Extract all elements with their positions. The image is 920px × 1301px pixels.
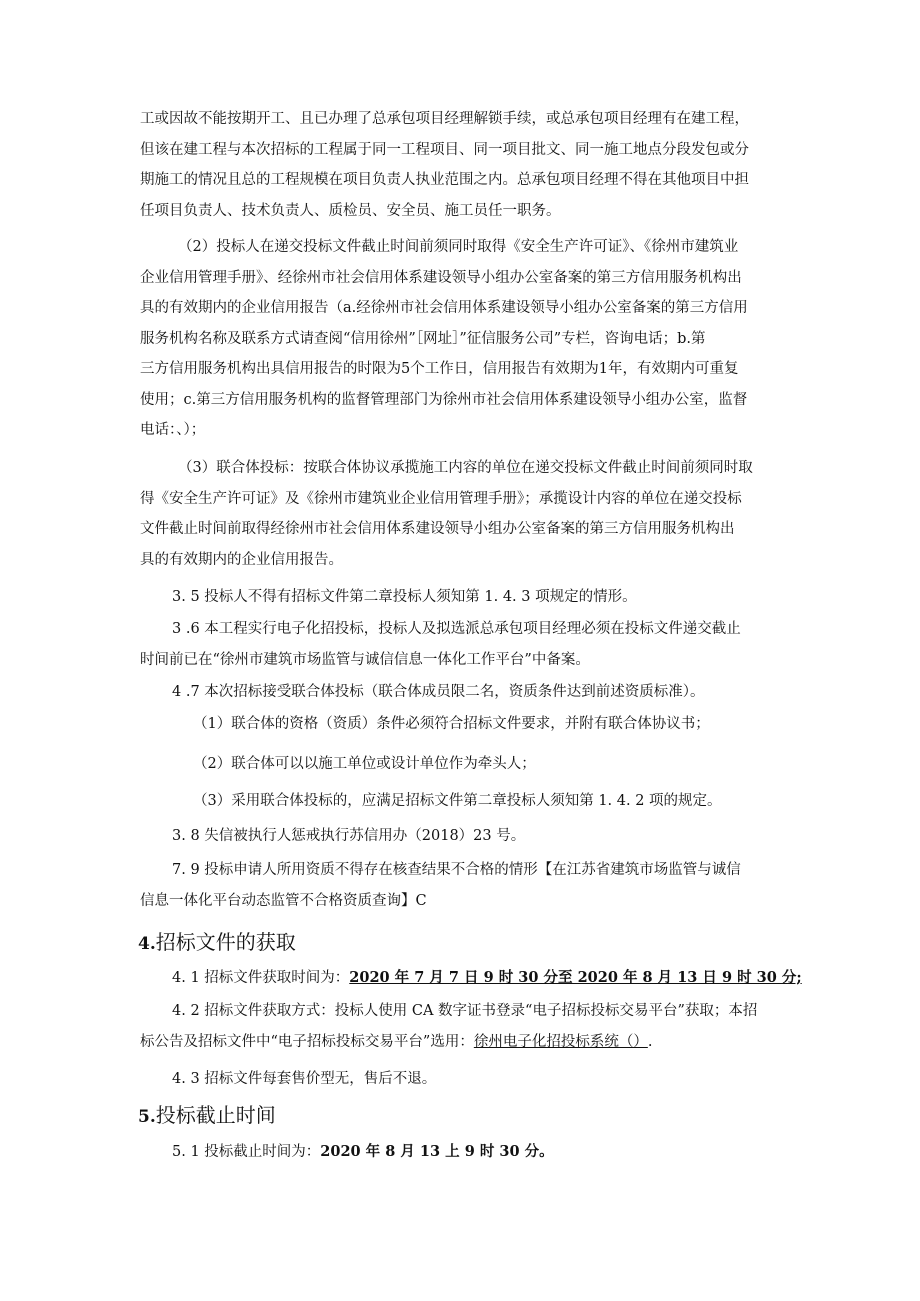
text-line: 7. 9 投标申请人所用资质不得存在核查结果不合格的情形【在江苏省建筑市场监管与诚信: [172, 862, 741, 878]
text-line: 三方信用服务机构出具信用报告的时限为5个工作日，信用报告有效期为1年，有效期内可重复: [140, 361, 739, 377]
text-line: 4. 2 招标文件获取方式：投标人使用 CA 数字证书登录“电子招标投标交易平台”获取；本招: [172, 1003, 758, 1019]
text-line: 信息一体化平台动态监管不合格资质查询】C: [140, 892, 427, 909]
text-line: 但该在建工程与本次招标的工程属于同一工程项目、同一项目批文、同一施工地点分段发包或分: [140, 141, 749, 158]
item-label: 4. 1 招标文件获取时间为：: [172, 970, 350, 986]
item-3-8: 3. 8 失信被执行人惩戒执行苏信用办（2018）23 号。: [172, 828, 526, 844]
item-4-3: 4. 3 招标文件每套售价型无，售后不退。: [172, 1071, 437, 1087]
text-line: [140, 1027, 790, 1058]
text-span: 标公告及招标文件中“电子招标投标交易平台”选用：: [140, 1033, 474, 1050]
item-3-5: 3. 5 投标人不得有招标文件第二章投标人须知第 1. 4. 3 项规定的情形。: [172, 589, 637, 605]
section-title: 投标截止时间: [155, 1103, 276, 1127]
sub-item-1: （1）联合体的资格（资质）条件必须符合招标文件要求，并附有联合体协议书；: [193, 716, 710, 732]
text-line: （3）联合体投标：按联合体协议承揽施工内容的单位在递交投标文件截止时间前须同时取: [178, 460, 753, 476]
text-line: 时间前已在“徐州市建筑市场监管与诚信信息一体化工作平台”中备案。: [140, 651, 590, 668]
item-4-7: 4 .7 本次招标接受联合体投标（联合体成员限二名，资质条件达到前述资质标准）。: [172, 684, 705, 700]
text-line: 具的有效期内的企业信用报告（a.经徐州市社会信用体系建设领导小组办公室备案的第三方信用: [140, 300, 748, 316]
text-line: 工或因故不能按期开工、且已办理了总承包项目经理解锁手续，或总承包项目经理有在建工程，: [140, 111, 749, 127]
sub-item-3: （3）采用联合体投标的，应满足招标文件第二章投标人须知第 1. 4. 2 项的规定。: [193, 793, 722, 809]
section-number: 4.: [138, 934, 156, 954]
item-7-9: [140, 855, 790, 916]
text-line: 文件截止时间前取得经徐州市社会信用体系建设领导小组办公室备案的第三方信用服务机构出: [140, 521, 735, 537]
item-label: 5. 1 投标截止时间为：: [172, 1144, 321, 1160]
section-5-heading: [138, 1101, 276, 1131]
text-line: （2）投标人在递交投标文件截止时间前须同时取得《安全生产许可证》、《徐州市建筑业: [178, 239, 739, 255]
text-line: 期施工的情况且总的工程规模在项目负责人执业范围之内。总承包项目经理不得在其他项目中担: [140, 172, 749, 188]
acquisition-time: 2020 年 7 月 7 日 9 时 30 分至 2020 年 8 月 13 日 9 时 30 分;: [349, 969, 802, 986]
text-line: 任项目负责人、技术负责人、质检员、安全员、施工员任一职务。: [140, 202, 561, 219]
item-4-1: [172, 963, 802, 994]
paragraph-intro: [140, 104, 790, 226]
sub-item-2: （2）联合体可以以施工单位或设计单位作为牵头人；: [193, 756, 536, 772]
section-4-heading: [138, 928, 296, 958]
text-line: 得《安全生产许可证》及《徐州市建筑业企业信用管理手册》；承揽设计内容的单位在递交投标: [140, 490, 742, 507]
item-3-6: [140, 614, 790, 675]
section-number: 5.: [138, 1107, 156, 1127]
text-span: .: [647, 1033, 653, 1050]
text-line: 具的有效期内的企业信用报告。: [140, 551, 343, 568]
text-line: 企业信用管理手册》、经徐州市社会信用体系建设领导小组办公室备案的第三方信用服务机构出: [140, 269, 742, 286]
system-link[interactable]: 徐州电子化招投标系统（）: [473, 1033, 648, 1050]
section-title: 招标文件的获取: [155, 930, 296, 954]
paragraph-3: [140, 453, 790, 575]
deadline-time: 2020 年 8 月 13 上 9 时 30 分。: [320, 1143, 554, 1160]
text-line: 服务机构名称及联系方式请查阅“信用徐州”［网址］”征信服务公司”专栏，咨询电话；b.第: [140, 330, 706, 347]
text-line: 使用；c.第三方信用服务机构的监督管理部门为徐州市社会信用体系建设领导小组办公室，监督: [140, 391, 748, 408]
item-4-2: [140, 996, 790, 1057]
paragraph-2: [140, 232, 790, 446]
item-5-1: [172, 1137, 792, 1168]
text-line: 电话：、）；: [140, 422, 206, 438]
text-line: 3 .6 本工程实行电子化招投标，投标人及拟选派总承包项目经理必须在投标文件递交截止: [172, 621, 741, 637]
